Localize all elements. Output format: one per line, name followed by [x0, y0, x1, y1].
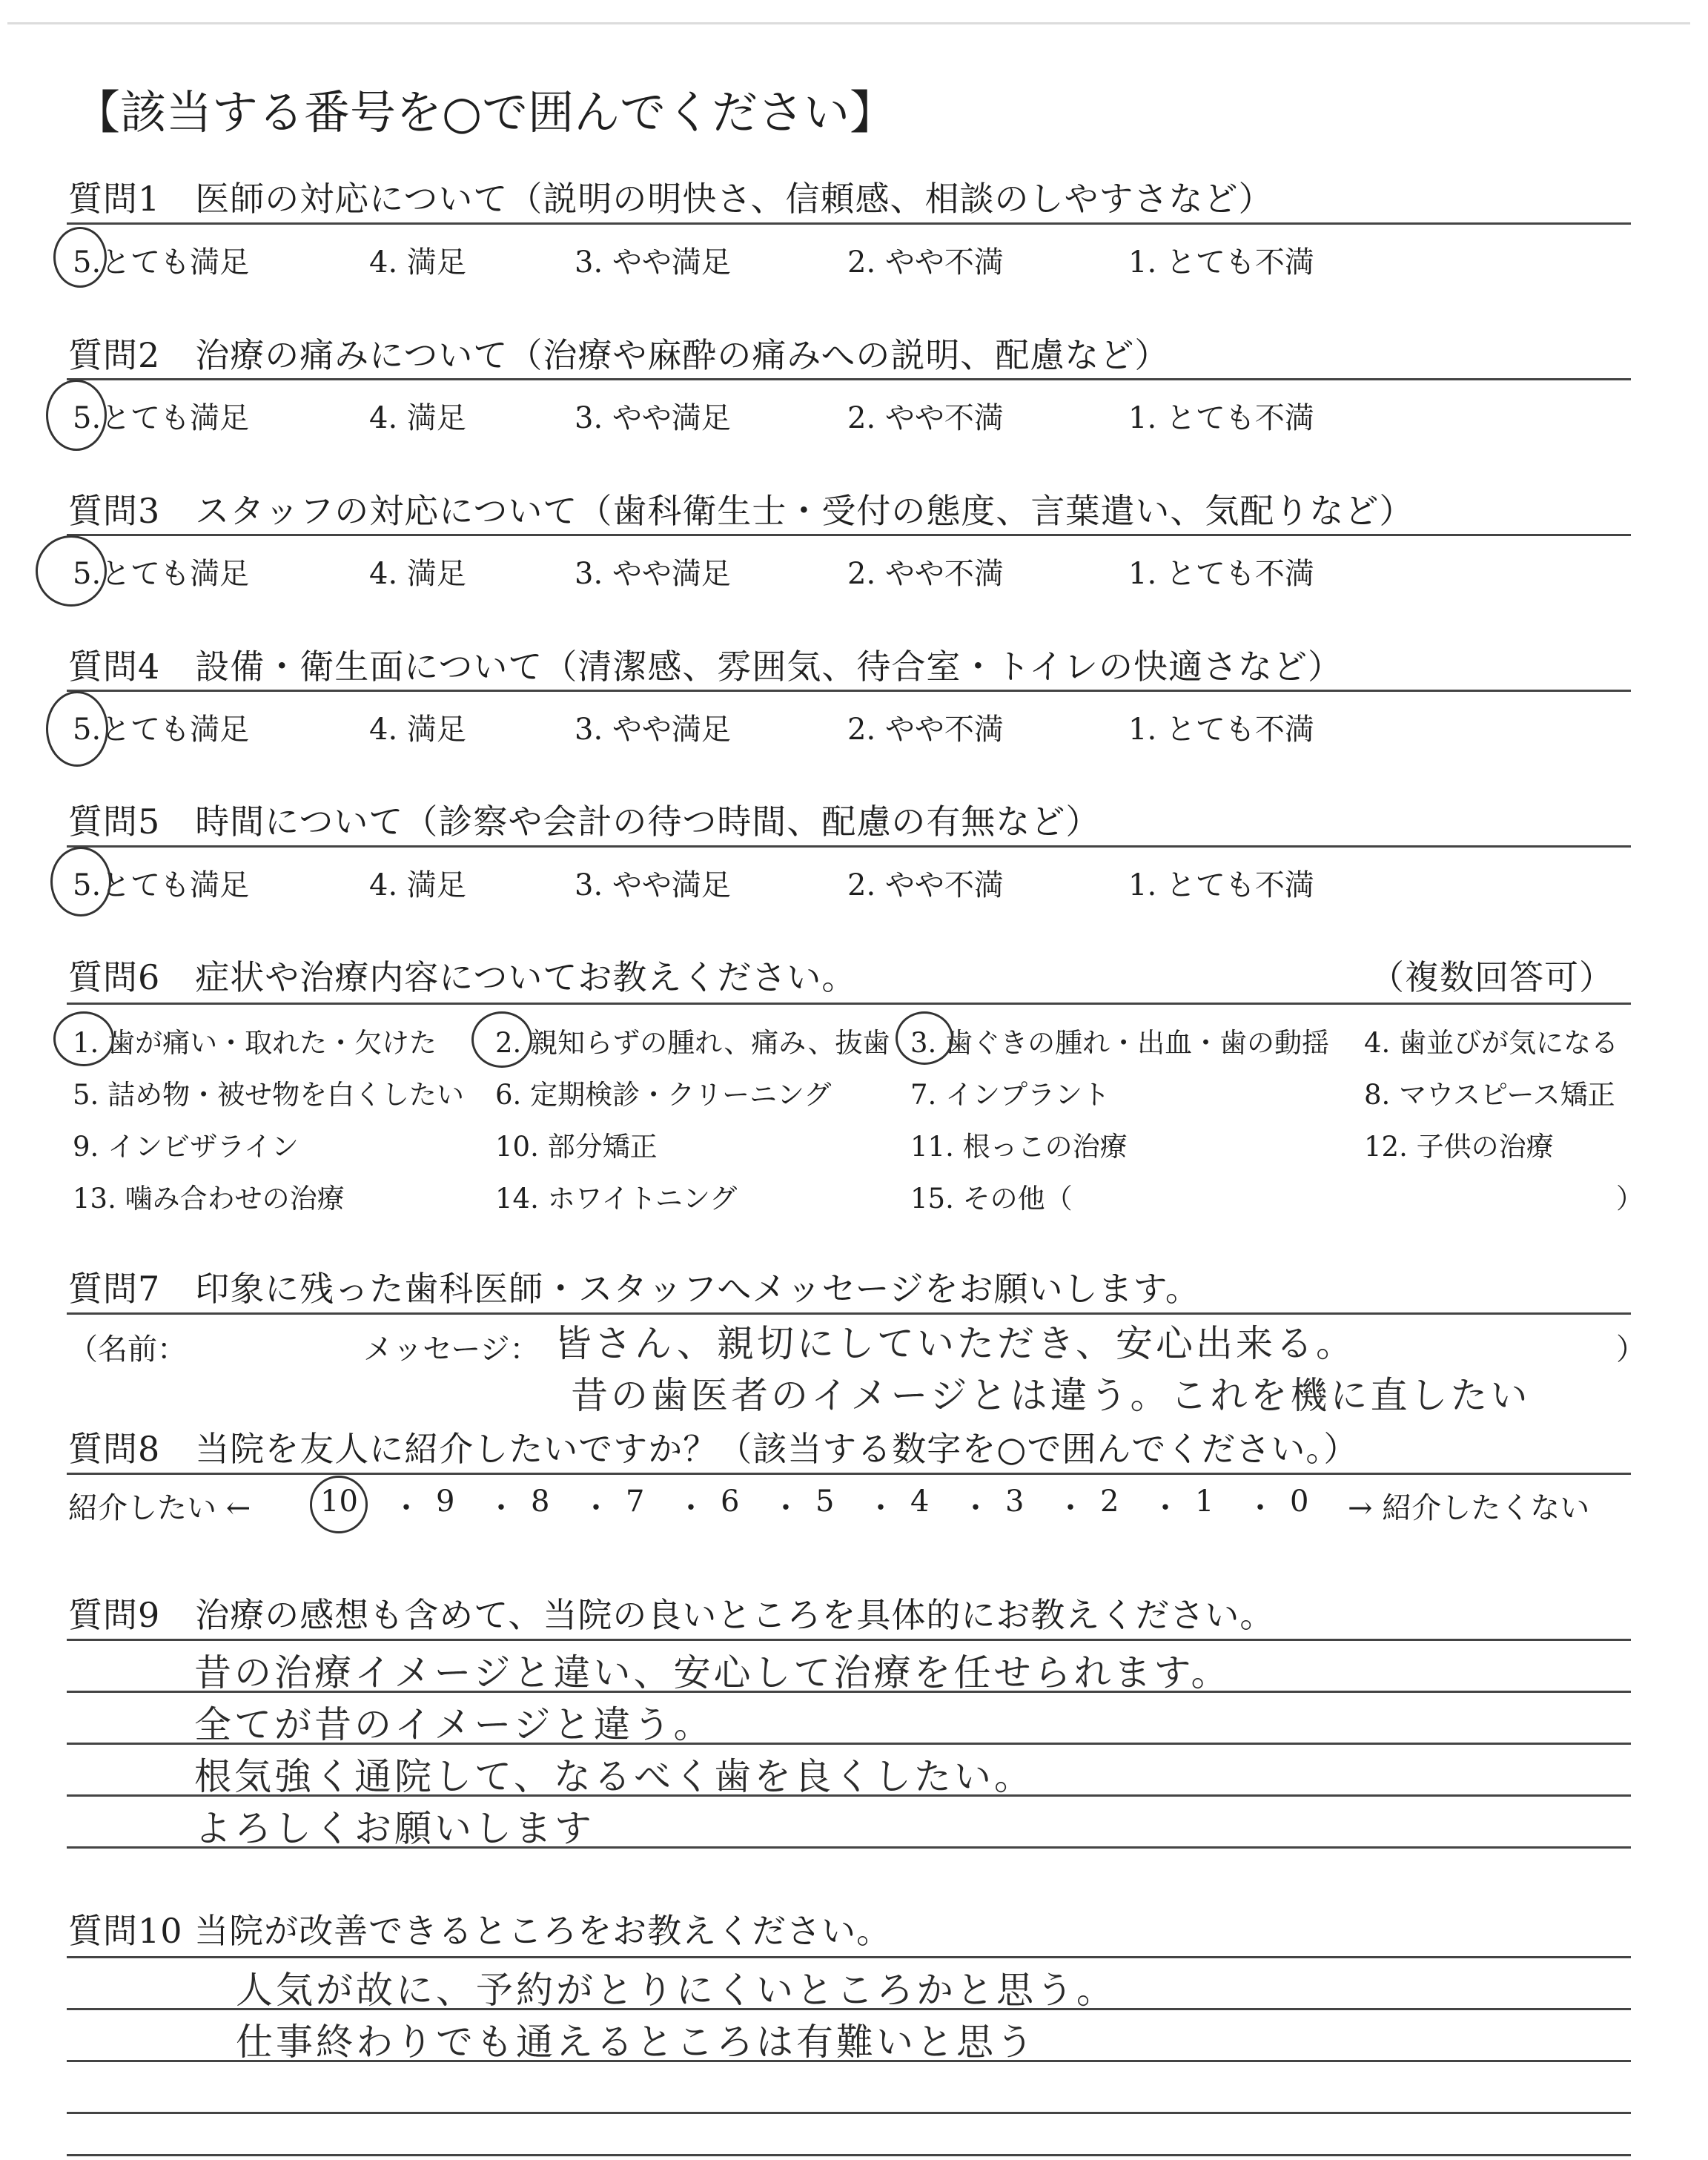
handwritten-answer-line: 人気が故に、予約がとりにくいところかと思う。 — [236, 1969, 1116, 2012]
score-separator: ・ — [1056, 1491, 1085, 1525]
top-border — [7, 22, 1690, 24]
score-8[interactable]: 8 — [531, 1484, 550, 1519]
answer-circle-mark — [50, 847, 111, 916]
q4-option-4[interactable]: 4. 満足 — [369, 713, 466, 747]
q3-option-5[interactable]: 5.とても満足 — [73, 557, 250, 591]
answer-rule — [67, 2154, 1631, 2156]
question-4-rule — [67, 690, 1631, 692]
q2-option-4[interactable]: 4. 満足 — [369, 401, 466, 435]
answer-rule — [67, 1639, 1631, 1641]
q5-option-3[interactable]: 3. やや満足 — [575, 868, 731, 902]
q2-option-5[interactable]: 5.とても満足 — [73, 401, 250, 435]
handwritten-answer-line: 昔の治療イメージと違い、安心して治療を任せられます。 — [194, 1651, 1231, 1694]
q6-choice-2[interactable]: 2. 親知らずの腫れ、痛み、抜歯 — [495, 1027, 890, 1059]
q6-choice-4[interactable]: 4. 歯並びが気になる — [1364, 1027, 1619, 1059]
score-separator: ・ — [486, 1491, 516, 1525]
q3-option-3[interactable]: 3. やや満足 — [575, 557, 731, 591]
answer-circle-mark — [53, 1011, 114, 1066]
score-0[interactable]: 0 — [1290, 1484, 1309, 1519]
q1-option-3[interactable]: 3. やや満足 — [575, 245, 731, 280]
q1-option-2[interactable]: 2. やや不満 — [847, 245, 1004, 280]
question-8-rule — [67, 1473, 1631, 1475]
score-separator: ・ — [771, 1491, 801, 1525]
q6-choice-6[interactable]: 6. 定期検診・クリーニング — [495, 1079, 832, 1111]
q3-option-2[interactable]: 2. やや不満 — [847, 557, 1004, 591]
question-9-title: 質問9 治療の感想も含めて、当院の良いところを具体的にお教えください。 — [68, 1595, 1275, 1635]
score-6[interactable]: 6 — [721, 1484, 740, 1519]
message-label: メッセージ： — [363, 1332, 540, 1367]
score-separator: ・ — [866, 1491, 896, 1525]
question-4-title: 質問4 設備・衛生面について（清潔感、雰囲気、待合室・トイレの快適さなど） — [68, 647, 1343, 687]
q6-choice-8[interactable]: 8. マウスピース矯正 — [1364, 1079, 1615, 1111]
handwritten-answer-line: 根気強く通院して、なるべく歯を良くしたい。 — [194, 1755, 1034, 1798]
q2-option-1[interactable]: 1. とても不満 — [1128, 401, 1314, 435]
q6-choice-11[interactable]: 11. 根っこの治療 — [910, 1131, 1128, 1163]
score-7[interactable]: 7 — [626, 1484, 645, 1519]
answer-rule — [67, 1956, 1631, 1958]
score-separator: ・ — [676, 1491, 706, 1525]
answer-circle-mark — [53, 227, 107, 288]
q6-choice-13[interactable]: 13. 噛み合わせの治療 — [73, 1183, 345, 1215]
score-4[interactable]: 4 — [910, 1484, 930, 1519]
recommend-left-label: 紹介したい ← — [68, 1491, 251, 1525]
question-8-title: 質問8 当院を友人に紹介したいですか？（該当する数字を○で囲んでください。） — [68, 1429, 1359, 1469]
handwritten-answer-line: 仕事終わりでも通えるところは有難いと思う — [236, 2021, 1036, 2064]
answer-circle-mark — [471, 1011, 532, 1068]
q6-choice-1[interactable]: 1. 歯が痛い・取れた・欠けた — [73, 1027, 437, 1059]
q6-choice-12[interactable]: 12. 子供の治療 — [1364, 1131, 1554, 1163]
answer-rule — [67, 2112, 1631, 2114]
question-3-title: 質問3 スタッフの対応について（歯科衛生士・受付の態度、言葉遣い、気配りなど） — [68, 491, 1414, 531]
question-6-title: 質問6 症状や治療内容についてお教えください。 — [68, 957, 857, 997]
q6-choice-7[interactable]: 7. インプラント — [910, 1079, 1110, 1111]
question-3-rule — [67, 534, 1631, 536]
q4-option-2[interactable]: 2. やや不満 — [847, 713, 1004, 747]
q3-option-1[interactable]: 1. とても不満 — [1128, 557, 1314, 591]
handwritten-message-line: 昔の歯医者のイメージとは違う。これを機に直したい — [571, 1374, 1531, 1417]
score-separator: ・ — [391, 1491, 421, 1525]
score-9[interactable]: 9 — [436, 1484, 455, 1519]
q5-option-4[interactable]: 4. 満足 — [369, 868, 466, 902]
question-2-rule — [67, 378, 1631, 380]
q6-choice-10[interactable]: 10. 部分矯正 — [495, 1131, 658, 1163]
q3-option-4[interactable]: 4. 満足 — [369, 557, 466, 591]
instruction-header: 【該当する番号を○で囲んでください】 — [74, 85, 896, 139]
q4-option-1[interactable]: 1. とても不満 — [1128, 713, 1314, 747]
answer-circle-mark — [46, 380, 107, 451]
q6-choice-5[interactable]: 5. 詰め物・被せ物を白くしたい — [73, 1079, 465, 1111]
handwritten-answer-line: よろしくお願いします — [194, 1807, 595, 1850]
q2-option-2[interactable]: 2. やや不満 — [847, 401, 1004, 435]
score-10[interactable]: 10 — [320, 1484, 358, 1519]
score-separator: ・ — [1151, 1491, 1180, 1525]
q6-other-close-paren: ） — [1616, 1183, 1644, 1215]
score-3[interactable]: 3 — [1005, 1484, 1025, 1519]
q2-option-3[interactable]: 3. やや満足 — [575, 401, 731, 435]
q5-option-5[interactable]: 5.とても満足 — [73, 868, 250, 902]
answer-circle-mark — [46, 691, 108, 767]
handwritten-answer-line: 全てが昔のイメージと違う。 — [194, 1703, 714, 1746]
score-separator: ・ — [581, 1491, 611, 1525]
question-10-title: 質問10 当院が改善できるところをお教えください。 — [68, 1911, 892, 1951]
recommend-right-label: → 紹介したくない — [1348, 1491, 1590, 1525]
q6-choice-3[interactable]: 3. 歯ぐきの腫れ・出血・歯の動揺 — [910, 1027, 1330, 1059]
question-1-title: 質問1 医師の対応について（説明の明快さ、信頼感、相談のしやすさなど） — [68, 179, 1274, 219]
question-5-title: 質問5 時間について（診察や会計の待つ時間、配慮の有無など） — [68, 802, 1101, 842]
answer-circle-mark — [36, 535, 107, 607]
message-close-paren: ） — [1616, 1332, 1646, 1367]
question-6-rule — [67, 1003, 1631, 1005]
score-separator: ・ — [1245, 1491, 1275, 1525]
multiple-answers-note: （複数回答可） — [1370, 957, 1614, 997]
question-2-title: 質問2 治療の痛みについて（治療や麻酔の痛みへの説明、配慮など） — [68, 335, 1170, 375]
handwritten-message-line: 皆さん、親切にしていただき、安心出来る。 — [555, 1322, 1356, 1365]
answer-circle-mark — [310, 1476, 368, 1533]
score-separator: ・ — [961, 1491, 990, 1525]
score-5[interactable]: 5 — [815, 1484, 835, 1519]
question-5-rule — [67, 845, 1631, 848]
q1-option-5[interactable]: 5.とても満足 — [73, 245, 250, 280]
q5-option-2[interactable]: 2. やや不満 — [847, 868, 1004, 902]
q4-option-3[interactable]: 3. やや満足 — [575, 713, 731, 747]
question-1-rule — [67, 222, 1631, 225]
score-2[interactable]: 2 — [1100, 1484, 1119, 1519]
q6-choice-15[interactable]: 15. その他（ — [910, 1183, 1073, 1215]
q5-option-1[interactable]: 1. とても不満 — [1128, 868, 1314, 902]
name-label: （名前： — [68, 1332, 187, 1367]
question-7-title: 質問7 印象に残った歯科医師・スタッフへメッセージをお願いします。 — [68, 1269, 1200, 1309]
score-1[interactable]: 1 — [1195, 1484, 1214, 1519]
q1-option-1[interactable]: 1. とても不満 — [1128, 245, 1314, 280]
q4-option-5[interactable]: 5.とても満足 — [73, 713, 250, 747]
answer-circle-mark — [896, 1011, 953, 1065]
q1-option-4[interactable]: 4. 満足 — [369, 245, 466, 280]
q6-choice-9[interactable]: 9. インビザライン — [73, 1131, 299, 1163]
q6-choice-14[interactable]: 14. ホワイトニング — [495, 1183, 738, 1215]
